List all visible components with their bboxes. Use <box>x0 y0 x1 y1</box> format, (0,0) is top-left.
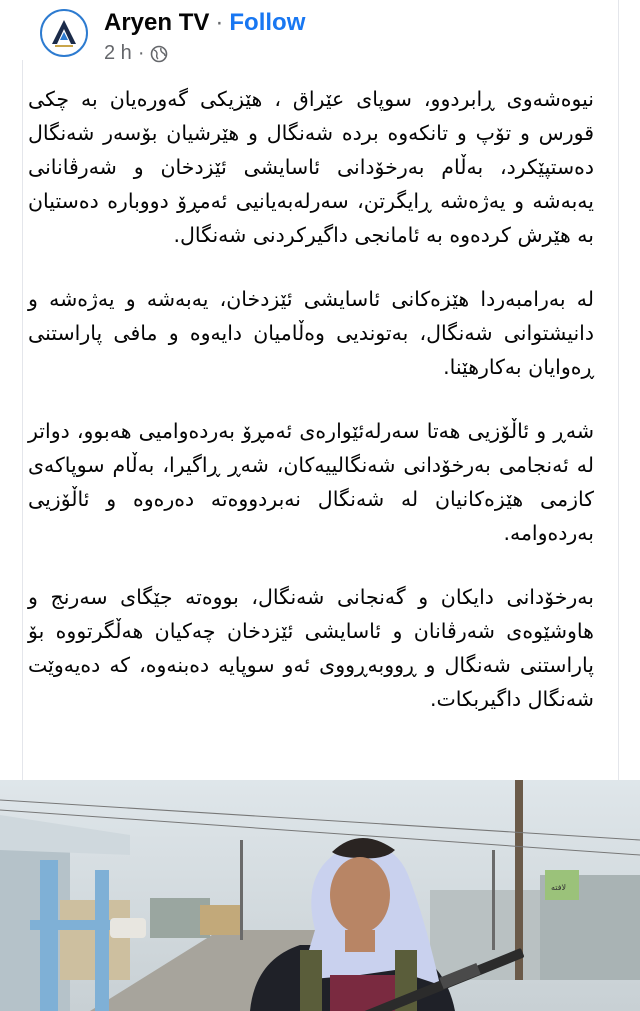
post-paragraph: شەڕ و ئاڵۆزیی هەتا سەرلەئێوارەی ئەمڕۆ بەردەوامیی هەبوو، دواتر لە ئەنجامی بەرخۆدانی شەنگالییەکان، شەڕ ڕاگیرا، بەڵام سوپاکەی کازمی هێزەکانیان لە شەنگال نەبردووەتە دەرەوە و ئاڵۆزیی بەردەوامە. <box>28 419 594 545</box>
post-header <box>40 6 620 68</box>
card-left-border <box>22 60 23 780</box>
timestamp-link[interactable]: 2 h <box>104 42 132 64</box>
post-text <box>28 82 594 746</box>
aryen-tv-logo-icon <box>47 16 81 50</box>
page-avatar[interactable] <box>40 9 88 57</box>
post-meta <box>104 42 168 65</box>
separator-dot: · <box>215 9 224 36</box>
follow-button[interactable]: Follow <box>229 9 306 36</box>
card-right-border <box>618 0 619 780</box>
post-paragraph: نیوەشەوی ڕابردوو، سوپای عێراق ، هێزیکی گەورەیان بە چکی قورس و تۆپ و تانکەوە بردە شەنگال و هێرشیان بۆسەر شەنگال دەستپێکرد، بەڵام بەرخۆدانی ئاسایشی ئێزدخان و شەرڤانانی یەبەشە و یەژەشە ڕایگرتن، سەرلەبەیانیی ئەمڕۆ دووبارە دەستیان بە هێرش کردەوە بە ئامانجی داگیرکردنی شەنگال. <box>28 87 594 247</box>
globe-icon[interactable] <box>150 45 168 63</box>
street-scene-image <box>0 780 640 1011</box>
post-photo[interactable] <box>0 780 640 1011</box>
meta-separator: · <box>137 42 145 64</box>
shop-sign-text: لافته <box>551 883 567 892</box>
post-paragraph: بەرخۆدانی دایکان و گەنجانی شەنگال، بووەتە جێگای سەرنج و هاوشێوەی شەرڤانان و ئاسایشی ئێزدخان چەکیان هەڵگرتووە بۆ پاراستنی شەنگال و ڕووبەڕووی ئەو سوپایە دەبنەوە، کە دەیەوێت شەنگال داگیربکات. <box>28 585 594 711</box>
page-name-link[interactable]: Aryen TV <box>104 9 210 36</box>
name-row <box>104 8 305 38</box>
post-paragraph: لە بەرامبەردا هێزەکانی ئاسایشی ئێزدخان، یەبەشە و یەژەشە و دانیشتوانی شەنگال، بەتوندیی وەڵامیان دایەوە و مافی پاراستنی ڕەوایان بەکارهێنا. <box>28 287 594 379</box>
